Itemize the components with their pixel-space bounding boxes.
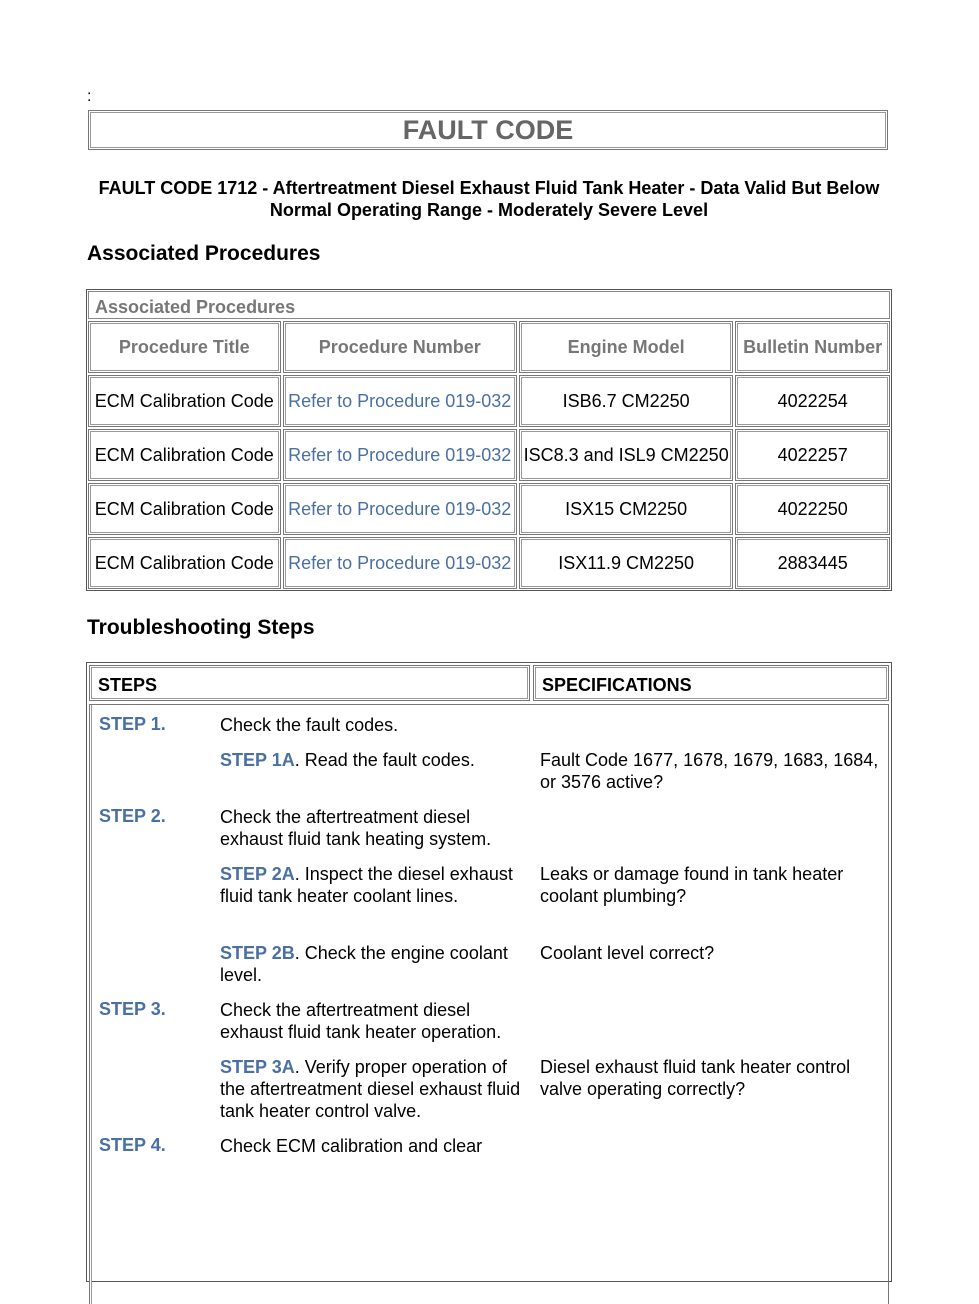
- header-procedure-number: Procedure Number: [283, 321, 517, 373]
- step-1a-spec: Fault Code 1677, 1678, 1679, 1683, 1684, or 3576 active?: [540, 750, 879, 792]
- fault-code-title: FAULT CODE 1712 - Aftertreatment Diesel Exhaust Fluid Tank Heater - Data Valid But Below Normal Operating Range - Moderately Severe Level: [98, 178, 880, 220]
- engine-model: ISC8.3 and ISL9 CM2250: [519, 429, 733, 481]
- step-1-label[interactable]: STEP 1.: [99, 714, 166, 734]
- step-2a-label[interactable]: STEP 2A: [220, 864, 295, 884]
- step-1-text: Check the fault codes.: [220, 715, 399, 735]
- procedure-link[interactable]: Refer to Procedure 019-032: [283, 429, 517, 481]
- step-2-text: Check the aftertreatment diesel exhaust fluid tank heating system.: [220, 807, 492, 849]
- associated-procedures-table: [86, 289, 892, 591]
- procedure-title: ECM Calibration Code: [88, 375, 281, 427]
- step-2b-spec: Coolant level correct?: [540, 943, 715, 963]
- table-header-row: [88, 321, 890, 373]
- bulletin-number: 4022254: [735, 375, 890, 427]
- step-4-text: Check ECM calibration and clear: [220, 1136, 483, 1156]
- step-3-label[interactable]: STEP 3.: [99, 999, 166, 1019]
- header-procedure-title: Procedure Title: [88, 321, 281, 373]
- step-1a-label[interactable]: STEP 1A: [220, 750, 295, 770]
- bulletin-number: 2883445: [735, 537, 890, 589]
- table-caption: Associated Procedures: [88, 291, 890, 319]
- procedure-title: ECM Calibration Code: [88, 537, 281, 589]
- header-engine-model: Engine Model: [519, 321, 733, 373]
- step-4-label[interactable]: STEP 4.: [99, 1135, 166, 1155]
- steps-body: [89, 704, 889, 1304]
- step-3a-label[interactable]: STEP 3A: [220, 1057, 295, 1077]
- troubleshooting-heading: Troubleshooting Steps: [87, 616, 315, 639]
- step-2b-text: STEP 2B. Check the engine coolant level.: [220, 943, 508, 985]
- step-1a-text: STEP 1A. Read the fault codes.: [220, 750, 475, 770]
- step-2-label[interactable]: STEP 2.: [99, 806, 166, 826]
- leading-colon: :: [87, 88, 92, 105]
- step-2a-spec: Leaks or damage found in tank heater coolant plumbing?: [540, 864, 844, 906]
- step-3a-spec: Diesel exhaust fluid tank heater control valve operating correctly?: [540, 1057, 851, 1099]
- procedure-title: ECM Calibration Code: [88, 483, 281, 535]
- table-row: [88, 429, 890, 481]
- procedure-link[interactable]: Refer to Procedure 019-032: [283, 537, 517, 589]
- associated-procedures-heading: Associated Procedures: [87, 242, 321, 265]
- bulletin-number: 4022257: [735, 429, 890, 481]
- procedure-title: ECM Calibration Code: [88, 429, 281, 481]
- fault-code-banner: FAULT CODE: [88, 110, 888, 150]
- table-row: [88, 375, 890, 427]
- step-2b-label[interactable]: STEP 2B: [220, 943, 295, 963]
- table-row: [88, 483, 890, 535]
- step-3-text: Check the aftertreatment diesel exhaust fluid tank heater operation.: [220, 1000, 502, 1042]
- header-bulletin-number: Bulletin Number: [735, 321, 890, 373]
- step-3a-text: STEP 3A. Verify proper operation of the aftertreatment diesel exhaust fluid tank heater control valve.: [220, 1057, 521, 1121]
- step-2a-text: STEP 2A. Inspect the diesel exhaust fluid tank heater coolant lines.: [220, 864, 513, 906]
- table-header-row: [89, 665, 889, 701]
- procedure-link[interactable]: Refer to Procedure 019-032: [283, 483, 517, 535]
- troubleshooting-table: [86, 662, 892, 1282]
- table-row: [88, 537, 890, 589]
- engine-model: ISB6.7 CM2250: [519, 375, 733, 427]
- procedure-link[interactable]: Refer to Procedure 019-032: [283, 375, 517, 427]
- header-steps: STEPS: [89, 665, 530, 701]
- bulletin-number: 4022250: [735, 483, 890, 535]
- header-specifications: SPECIFICATIONS: [533, 665, 889, 701]
- engine-model: ISX15 CM2250: [519, 483, 733, 535]
- engine-model: ISX11.9 CM2250: [519, 537, 733, 589]
